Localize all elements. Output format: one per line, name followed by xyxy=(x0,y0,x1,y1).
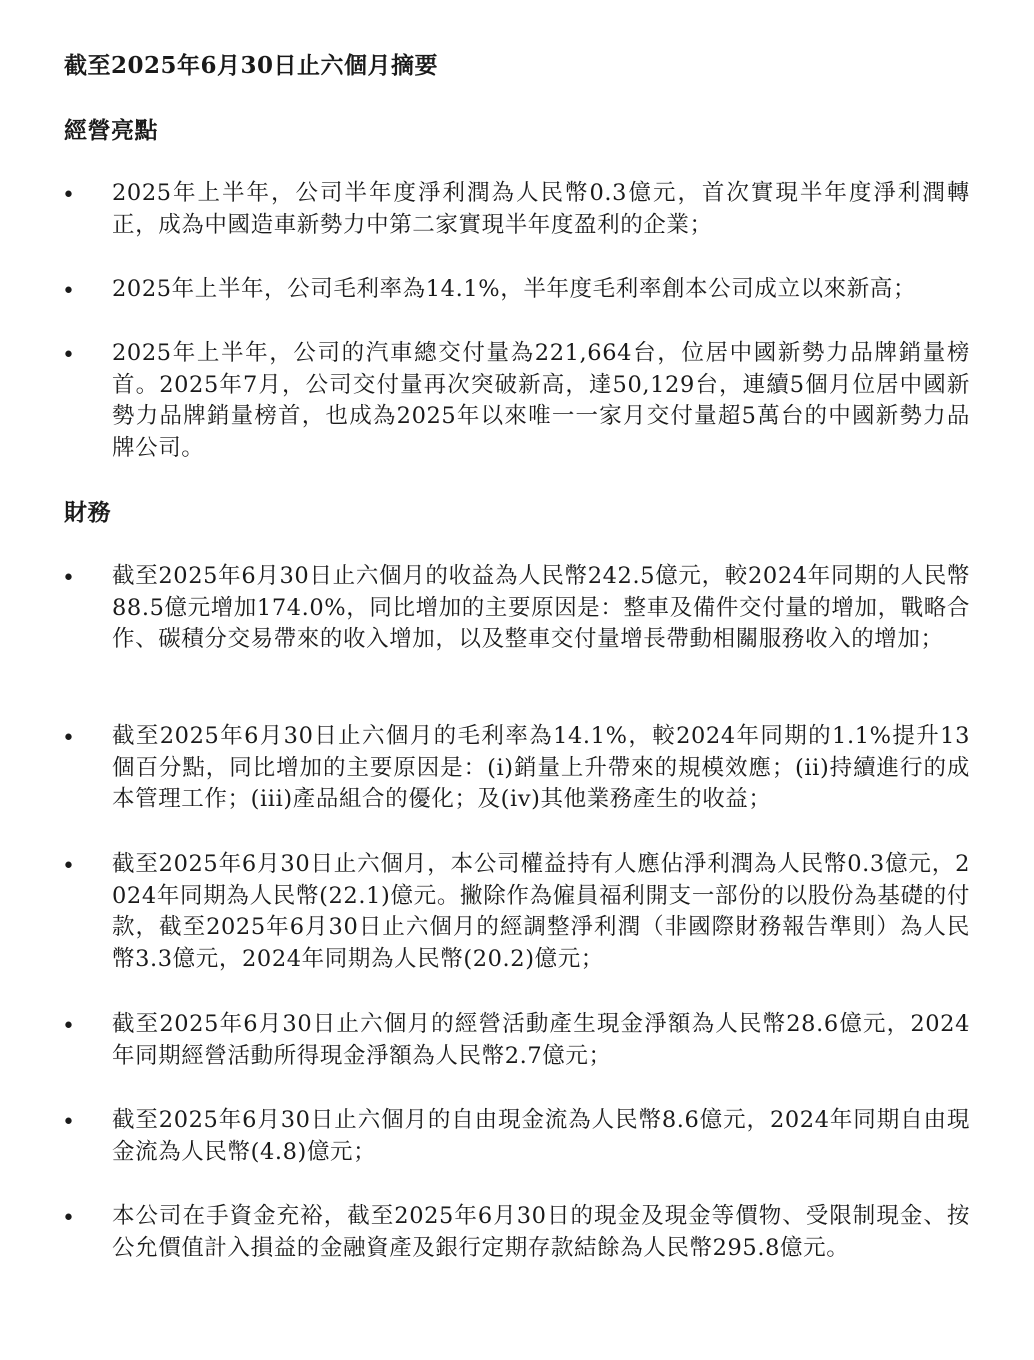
bullet-text: 2025年上半年，公司毛利率為14.1%，半年度毛利率創本公司成立以來新高； xyxy=(112,276,917,302)
page-title: 截至2025年6月30日止六個月摘要 xyxy=(64,52,439,79)
bullet-text: 2025年上半年，公司半年度淨利潤為人民幣0.3億元，首次實現半年度淨利潤轉正，成為中國造車新勢力中第二家實現半年度盈利的企業； xyxy=(112,180,970,238)
bullet-text: 截至2025年6月30日止六個月的毛利率為14.1%，較2024年同期的1.1%提升13個百分點，同比增加的主要原因是：(i)銷量上升帶來的規模效應；(ii)持續進行的成本管理工作；(iii)產品組合的優化；及(iv)其他業務產生的收益； xyxy=(112,723,970,812)
bullet-icon: • xyxy=(62,854,75,879)
bullet-icon: • xyxy=(62,726,75,751)
bullet-icon: • xyxy=(62,343,75,368)
bullet-text: 截至2025年6月30日止六個月的自由現金流為人民幣8.6億元，2024年同期自由現金流為人民幣(4.8)億元； xyxy=(112,1107,970,1165)
bullet-text: 截至2025年6月30日止六個月的經營活動產生現金淨額為人民幣28.6億元，2024年同期經營活動所得現金淨額為人民幣2.7億元； xyxy=(112,1011,970,1069)
bullet-text: 截至2025年6月30日止六個月的收益為人民幣242.5億元，較2024年同期的人民幣88.5億元增加174.0%，同比增加的主要原因是：整車及備件交付量的增加，戰略合作、碳積分交易帶來的收入增加，以及整車交付量增長帶動相關服務收入的增加； xyxy=(112,563,970,652)
bullet-icon: • xyxy=(62,183,75,208)
section-heading-finance: 財務 xyxy=(64,499,111,526)
bullet-icon: • xyxy=(62,566,75,591)
bullet-icon: • xyxy=(62,1206,75,1231)
bullet-text: 本公司在手資金充裕，截至2025年6月30日的現金及現金等價物、受限制現金、按公允價值計入損益的金融資產及銀行定期存款結餘為人民幣295.8億元。 xyxy=(112,1203,970,1261)
bullet-text: 截至2025年6月30日止六個月，本公司權益持有人應佔淨利潤為人民幣0.3億元，2024年同期為人民幣(22.1)億元。撇除作為僱員福利開支一部份的以股份為基礎的付款，截至2025年6月30日止六個月的經調整淨利潤（非國際財務報告準則）為人民幣3.3億元，2024年同期為人民幣(20.2)億元； xyxy=(112,851,970,972)
bullet-text: 2025年上半年，公司的汽車總交付量為221,664台，位居中國新勢力品牌銷量榜首。2025年7月，公司交付量再次突破新高，達50,129台，連續5個月位居中國新勢力品牌銷量榜首，也成為2025年以來唯一一家月交付量超5萬台的中國新勢力品牌公司。 xyxy=(112,340,970,461)
section-heading-operations: 經營亮點 xyxy=(64,117,158,144)
bullet-icon: • xyxy=(62,1110,75,1135)
bullet-icon: • xyxy=(62,279,75,304)
bullet-icon: • xyxy=(62,1014,75,1039)
